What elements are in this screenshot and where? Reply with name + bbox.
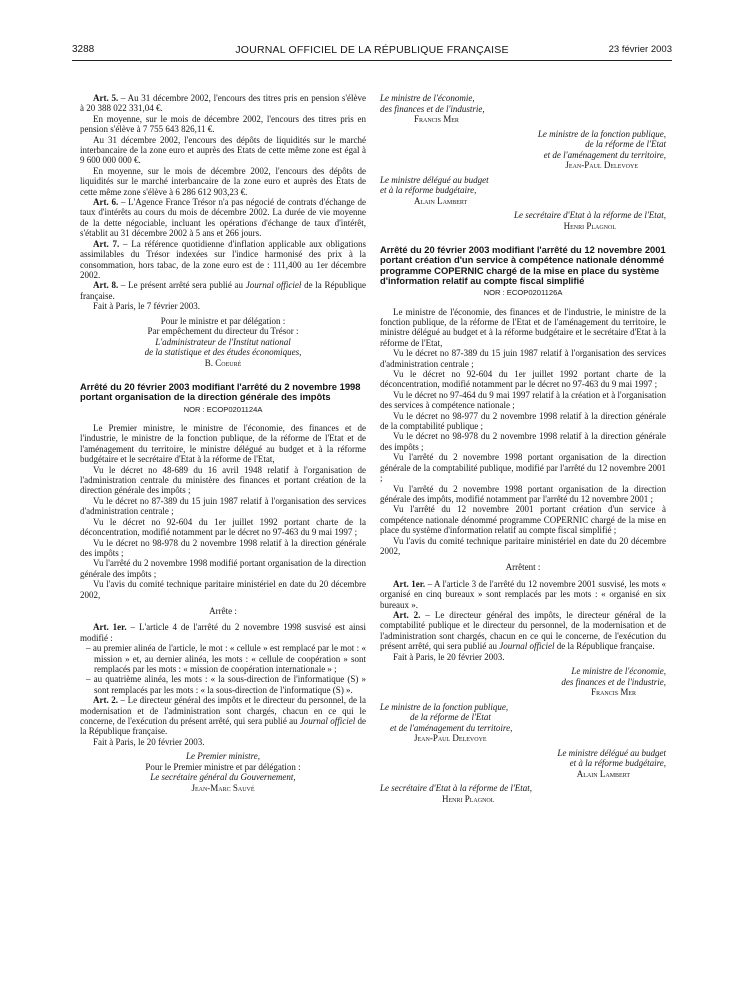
paragraph: Vu le décret no 98-978 du 2 novembre 1998 relatif à la direction générale des impôts ; [80,537,366,558]
article-2: Art. 2. – Le directeur général des impôts, le directeur général de la comptabilité publique et le directeur du personnel, de la modernisation et de l'administration sont chargés, chacun en ce qui le concerne, de l'exécution du présent arrêté, qui sera publié au Journal officiel de la République française. [380,609,666,652]
right-column [380,93,666,804]
journal-title: JOURNAL OFFICIEL DE LA RÉPUBLIQUE FRANÇAISE [235,44,509,56]
paragraph: Vu l'avis du comité technique paritaire ministériel en date du 20 décembre 2002, [380,535,666,556]
article-1: Art. 1er. – A l'article 3 de l'arrêté du 12 novembre 2001 susvisé, les mots « organisé en cinq bureaux » sont remplacés par les mots : « organisé en six bureaux ». [380,578,667,610]
signature-block: Le ministre de la fonction publique, de la réforme de l'Etat et de l'aménagement du territoire, Jean-Paul Delevoye [537,128,666,170]
article-1: Art. 1er. – L'article 4 de l'arrêté du 2 novembre 1998 susvisé est ainsi modifié : [80,622,366,643]
article-6: Art. 6. – L'Agence France Trésor n'a pas négocié de contrats d'échange de taux d'intérêts au cours du mois de décembre 2002. La durée de vie moyenne de la dette négociable, incluant les opérations d'échange de taux d'intérêt, s'établit au 31 décembre 2002 à 5 ans et 266 jours. [80,197,366,239]
list-item: – au premier alinéa de l'article, le mot : « cellule » est remplacé par le mot : « mission » et, au dernier alinéa, les mots : « cellule de coopération » sont remplacés par les mots : « mission de coopération internationale » ; [86,643,366,674]
signature-block: Le ministre de l'économie, des finances et de l'industrie, Francis Mer [561,666,666,697]
signature-block: Le Premier ministre, Pour le Premier ministre et par délégation : Le secrétaire général du Gouvernement, Jean-Marc Sauvé [145,751,301,793]
paragraph: Vu l'arrêté du 2 novembre 1998 portant organisation de la direction générale de la comptabilité publique, modifié par l'arrêté du 12 novembre 2001 ; [380,452,666,484]
date-line: Fait à Paris, le 20 février 2003. [93,736,205,747]
issue-date: 23 février 2003 [608,44,672,55]
paragraph: Vu le décret no 87-389 du 15 juin 1987 relatif à l'organisation des services d'administration centrale ; [80,495,366,517]
paragraph: En moyenne, sur le mois de décembre 2002, l'encours des dépôts de liquidités sur le marché interbancaire de la zone euro et auprès des Etats de cette même zone s'élève à 6 286 612 903,23 €. [80,165,366,197]
arrete-heading: Arrête : [209,605,237,616]
signature-block: Le secrétaire d'Etat à la réforme de l'Etat, Henri Plagnol [380,783,532,804]
date-line: Fait à Paris, le 20 février 2003. [393,651,505,662]
page-header [72,44,672,61]
paragraph: Vu le décret no 98-977 du 2 novembre 1998 relatif à la direction générale de la comptabilité publique ; [380,410,666,432]
signature-block: Le secrétaire d'Etat à la réforme de l'Etat, Henri Plagnol [514,210,666,231]
signature-block: Le ministre de la fonction publique, de la réforme de l'Etat et de l'aménagement du territoire, Jean-Paul Delevoye [380,701,513,743]
paragraph: Vu l'arrêté du 2 novembre 1998 modifié portant organisation de la direction générale des impôts ; [80,558,366,579]
list-item: – au quatrième alinéa, les mots : « la sous-direction de l'informatique (S) » sont remplacés par les mots : « la sous-direction de l'informatique (S) ». [86,674,366,695]
paragraph: Vu l'avis du comité technique paritaire ministériel en date du 20 décembre 2002, [80,579,366,600]
paragraph: Vu l'arrêté du 2 novembre 1998 portant organisation de la direction générale des impôts, modifié notamment par l'arrêté du 12 novembre 2001 ; [380,483,666,504]
nor-reference: NOR : ECOP0201126A [483,288,563,298]
date-line: Fait à Paris, le 7 février 2003. [93,301,200,312]
paragraph: Au 31 décembre 2002, l'encours des dépôts de liquidités sur le marché interbancaire de la zone euro et auprès des Etats de cette même zone est égal à 9 600 000 000 €. [80,134,366,166]
paragraph: En moyenne, sur le mois de décembre 2002, l'encours des titres pris en pension s'élève à 7 755 643 826,11 €. [80,113,366,135]
paragraph: Vu le décret no 92-604 du 1er juillet 1992 portant charte de la déconcentration, modifié notamment par le décret no 97-463 du 9 mai 1997 ; [80,516,366,538]
decree-title: Arrêté du 20 février 2003 modifiant l'arrêté du 2 novembre 1998 portant organisation de la direction générale des impôts [80,381,361,403]
left-column [80,93,366,793]
paragraph: Vu le décret no 98-978 du 2 novembre 1998 relatif à la direction générale des impôts ; [380,431,666,452]
paragraph: Vu l'arrêté du 12 novembre 2001 portant création d'un service à compétence nationale dénommé programme COPERNIC chargé de la mise en place du système d'information relatif au compte fiscal simplifié ; [380,504,666,536]
signature-block: Le ministre délégué au budget et à la réforme budgétaire, Alain Lambert [557,747,666,779]
article-5: Art. 5. – Au 31 décembre 2002, l'encours des titres pris en pension s'élève à 20 388 022 331,04 €. [80,93,367,114]
signature-block: Le ministre de l'économie, des finances et de l'industrie, Francis Mer [380,93,485,124]
arrete-heading: Arrêtent : [505,562,541,573]
signature-block: Pour le ministre et par délégation : Par empêchement du directeur du Trésor : L'administrateur de l'Institut national de la statistique et des études économiques, B. Coeuré [144,315,302,368]
paragraph: Vu le décret no 87-389 du 15 juin 1987 relatif à l'organisation des services d'administration centrale ; [380,348,666,369]
paragraph: Vu le décret no 92-604 du 1er juillet 1992 portant charte de la déconcentration, modifié notamment par le décret no 97-463 du 9 mai 1997 ; [380,369,666,390]
article-7: Art. 7. – La référence quotidienne d'inflation applicable aux obligations assimilables du Trésor indexées sur l'indice harmonisé des prix à la consommation, hors tabac, de la zone euro est de : 111,400 au 1er décembre 2002. [80,238,366,280]
paragraph: Le ministre de l'économie, des finances et de l'industrie, le ministre de la fonction publique, de la réforme de l'Etat et de l'aménagement du territoire, le ministre délégué au budget et à la réforme budgétaire et le secrétaire d'Etat à la réforme de l'Etat, [380,306,666,348]
signature-block: Le ministre délégué au budget et à la réforme budgétaire, Alain Lambert [380,174,489,206]
page-number: 3288 [72,44,95,55]
paragraph: Le Premier ministre, le ministre de l'économie, des finances et de l'industrie, le ministre de la fonction publique, de la réforme de l'Etat et de l'aménagement du territoire, le ministre délégué au budget et à la réforme budgétaire et le secrétaire d'Etat à la réforme de l'Etat, [80,423,366,465]
decree-title: Arrêté du 20 février 2003 modifiant l'arrêté du 12 novembre 2001 portant création d'un service à compétence nationale dénommé programme COPERNIC chargé de la mise en place du système d'information relatif au compte fiscal simplifié [380,244,666,286]
article-8: Art. 8. – Le présent arrêté sera publié au Journal officiel de la République française. [80,280,366,301]
paragraph: Vu le décret no 97-464 du 9 mai 1997 relatif à la création et à l'organisation des services à compétence nationale ; [380,389,666,411]
paragraph: Vu le décret no 48-689 du 16 avril 1948 relatif à l'organisation de l'administration centrale du ministère des finances et portant création de la direction générale des impôts ; [80,464,366,496]
nor-reference: NOR : ECOP0201124A [183,404,263,414]
article-2: Art. 2. – Le directeur général des impôts et le directeur du personnel, de la modernisation et de l'administration sont chargés, chacun en ce qui le concerne, de l'exécution du présent arrêté, qui sera publié au Journal officiel de la République française. [80,695,367,737]
